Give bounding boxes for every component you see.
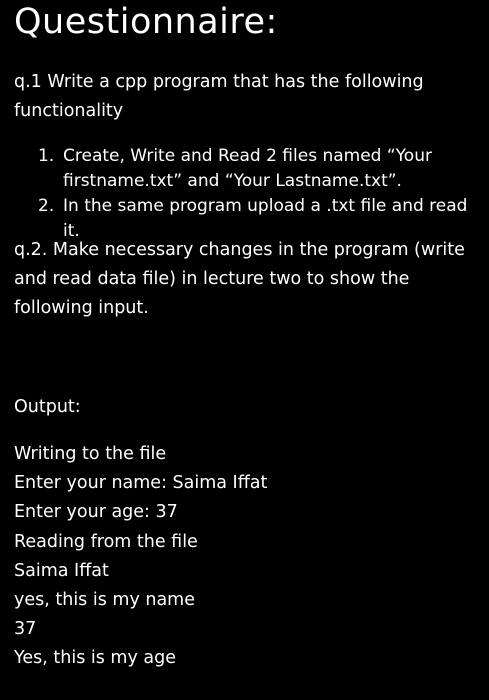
output-line: Writing to the file xyxy=(14,444,167,464)
list-item-text: In the same program upload a .txt file and read it. xyxy=(63,196,468,241)
question-1-list xyxy=(38,144,484,244)
output-line: Yes, this is my age xyxy=(14,648,176,669)
list-item-number: 2. xyxy=(38,196,55,216)
output-label: Output: xyxy=(14,397,81,417)
output-lines xyxy=(14,440,267,674)
page-title: Questionnaire: xyxy=(14,2,278,42)
list-item-number: 1. xyxy=(38,146,55,166)
list-item xyxy=(38,144,484,194)
list-item-text: Create, Write and Read 2 files named “Your firstname.txt” and “Your Lastname.txt”. xyxy=(63,146,432,191)
output-line: yes, this is my name xyxy=(14,590,195,611)
output-line: 37 xyxy=(14,619,37,640)
output-line: Saima Iffat xyxy=(14,560,109,581)
question-1-text: q.1 Write a cpp program that has the following functionality xyxy=(14,72,424,121)
output-line: Enter your name: Saima Iffat xyxy=(14,473,268,494)
output-line: Enter your age: 37 xyxy=(14,502,178,523)
question-2-text: q.2. Make necessary changes in the program (write and read data file) in lecture two to show the following input. xyxy=(14,240,465,318)
output-line: Reading from the file xyxy=(14,531,198,552)
